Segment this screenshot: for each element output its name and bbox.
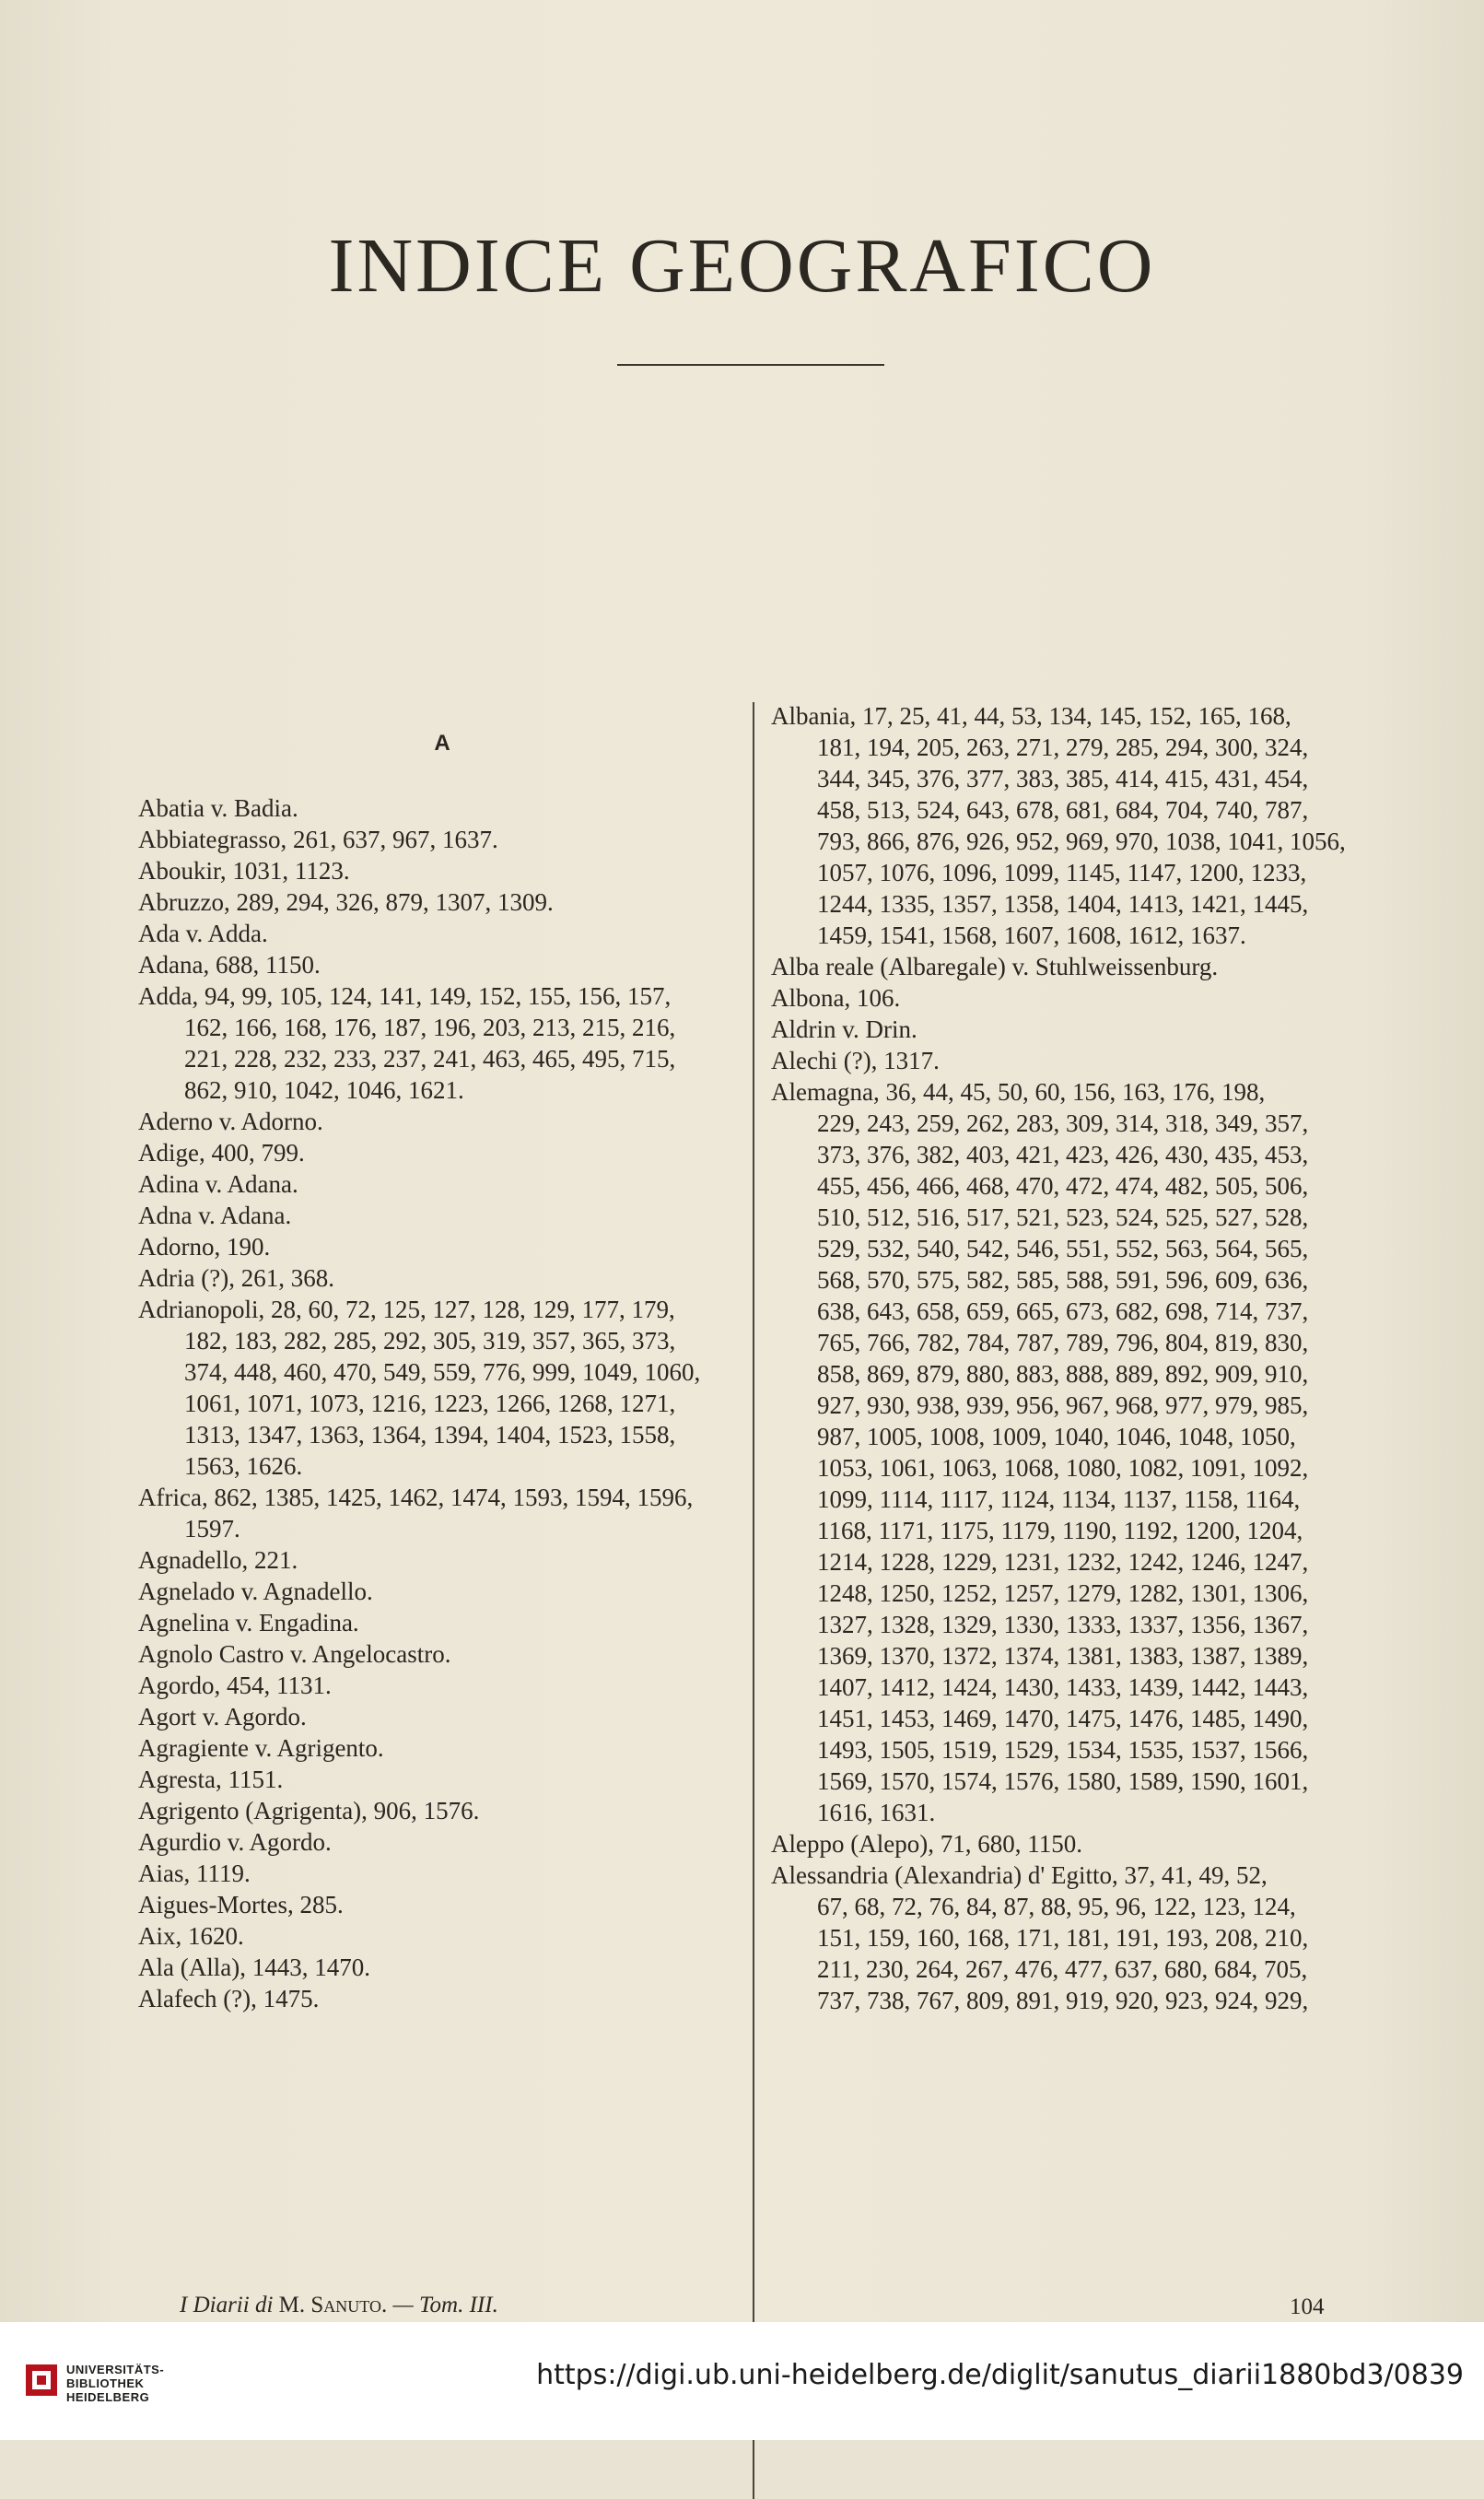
index-entry-line: Aderno v. Adorno. <box>138 1108 323 1135</box>
index-entry <box>138 1262 737 1294</box>
title-rule <box>617 364 884 366</box>
index-entry-line: 737, 738, 767, 809, 891, 919, 920, 923, 924, 929, <box>817 1987 1309 2014</box>
logo-line: BIBLIOTHEK <box>66 2376 145 2390</box>
footer-title-italic: I Diarii di <box>180 2293 274 2317</box>
index-entry-line: 1563, 1626. <box>184 1452 303 1480</box>
index-entry-line: 67, 68, 72, 76, 84, 87, 88, 95, 96, 122, 123, 124, <box>817 1893 1296 1920</box>
index-entry <box>138 1764 737 1795</box>
left-index-column <box>138 792 737 2014</box>
index-entry-line: Alba reale (Albaregale) v. Stuhlweissenburg. <box>771 953 1219 980</box>
university-library-icon <box>26 2364 57 2396</box>
index-entry-line: 987, 1005, 1008, 1009, 1040, 1046, 1048, 1050, <box>817 1423 1296 1450</box>
index-entry-line: 1053, 1061, 1063, 1068, 1080, 1082, 1091, 1092, <box>817 1454 1309 1482</box>
index-entry <box>138 1200 737 1231</box>
index-entry-line: 181, 194, 205, 263, 271, 279, 285, 294, 300, 324, <box>817 733 1309 761</box>
index-entry-line: Agragiente v. Agrigento. <box>138 1734 384 1762</box>
index-entry <box>138 918 737 949</box>
index-entry <box>138 1607 737 1638</box>
index-entry <box>771 700 1388 951</box>
section-letter: A <box>434 731 450 756</box>
index-entry-line: Albona, 106. <box>771 984 901 1012</box>
index-entry-line: 1061, 1071, 1073, 1216, 1223, 1266, 1268, 1271, <box>184 1390 676 1417</box>
index-entry-line: 510, 512, 516, 517, 521, 523, 524, 525, 527, 528, <box>817 1203 1309 1231</box>
index-entry-line: Africa, 862, 1385, 1425, 1462, 1474, 1593, 1594, 1596, <box>138 1484 694 1511</box>
index-entry-line: 1244, 1335, 1357, 1358, 1404, 1413, 1421, 1445, <box>817 890 1309 918</box>
index-entry <box>138 1732 737 1764</box>
index-entry-line: Agrigento (Agrigenta), 906, 1576. <box>138 1797 480 1824</box>
index-entry-line: Aldrin v. Drin. <box>771 1015 917 1043</box>
index-entry-line: 1057, 1076, 1096, 1099, 1145, 1147, 1200, 1233, <box>817 859 1307 886</box>
index-entry <box>138 1576 737 1607</box>
index-entry-line: 1493, 1505, 1519, 1529, 1534, 1535, 1537, 1566, <box>817 1736 1309 1764</box>
index-entry <box>771 951 1388 982</box>
index-entry <box>138 1889 737 1920</box>
index-entry-line: 1569, 1570, 1574, 1576, 1580, 1589, 1590, 1601, <box>817 1767 1309 1795</box>
index-entry <box>138 1106 737 1137</box>
index-entry-line: 927, 930, 938, 939, 956, 967, 968, 977, 979, 985, <box>817 1391 1309 1419</box>
index-entry <box>138 1920 737 1952</box>
index-entry-line: 1327, 1328, 1329, 1330, 1333, 1337, 1356, 1367, <box>817 1611 1309 1638</box>
index-entry <box>138 1795 737 1826</box>
index-entry-line: 858, 869, 879, 880, 883, 888, 889, 892, 909, 910, <box>817 1360 1309 1388</box>
index-entry-line: Adna v. Adana. <box>138 1202 292 1229</box>
index-entry <box>138 980 737 1106</box>
index-entry-line: 221, 228, 232, 233, 237, 241, 463, 465, 495, 715, <box>184 1045 676 1073</box>
index-entry <box>138 949 737 980</box>
index-entry-line: Alafech (?), 1475. <box>138 1985 320 2012</box>
index-entry-line: 638, 643, 658, 659, 665, 673, 682, 698, 714, 737, <box>817 1297 1309 1325</box>
index-entry <box>138 1294 737 1482</box>
index-entry-line: Agnolo Castro v. Angelocastro. <box>138 1640 451 1668</box>
index-entry-line: Agnadello, 221. <box>138 1546 298 1574</box>
index-entry <box>138 824 737 855</box>
index-entry <box>138 1826 737 1858</box>
index-entry-line: Alessandria (Alexandria) d' Egitto, 37, 41, 49, 52, <box>771 1861 1268 1889</box>
index-entry-line: Adige, 400, 799. <box>138 1139 305 1167</box>
index-entry <box>138 1638 737 1670</box>
index-entry-line: Agurdio v. Agordo. <box>138 1828 332 1856</box>
index-entry-line: Aigues-Mortes, 285. <box>138 1891 344 1918</box>
index-entry <box>138 1482 737 1544</box>
footer-volume-reference <box>180 2293 498 2318</box>
index-entry-line: 229, 243, 259, 262, 283, 309, 314, 318, 349, 357, <box>817 1109 1309 1137</box>
index-entry-line: Adorno, 190. <box>138 1233 271 1261</box>
index-entry-line: 1451, 1453, 1469, 1470, 1475, 1476, 1485, 1490, <box>817 1705 1309 1732</box>
footer-volume: — Tom. III. <box>392 2293 498 2317</box>
index-entry <box>138 1983 737 2014</box>
index-entry-line: 162, 166, 168, 176, 187, 196, 203, 213, 215, 216, <box>184 1014 676 1041</box>
index-entry-line: 765, 766, 782, 784, 787, 789, 796, 804, 819, 830, <box>817 1329 1309 1356</box>
page-title: INDICE GEOGRAFICO <box>328 223 1156 309</box>
index-entry-line: 373, 376, 382, 403, 421, 423, 426, 430, 435, 453, <box>817 1141 1309 1168</box>
index-entry <box>771 1014 1388 1045</box>
index-entry-line: 374, 448, 460, 470, 549, 559, 776, 999, 1049, 1060, <box>184 1358 701 1386</box>
index-entry <box>771 1860 1388 2016</box>
index-entry-line: Agort v. Agordo. <box>138 1703 307 1731</box>
index-entry-line: 1369, 1370, 1372, 1374, 1381, 1383, 1387, 1389, <box>817 1642 1309 1670</box>
index-entry-line: 1313, 1347, 1363, 1364, 1394, 1404, 1523, 1558, <box>184 1421 676 1449</box>
index-entry-line: 455, 456, 466, 468, 470, 472, 474, 482, 505, 506, <box>817 1172 1309 1200</box>
index-entry-line: 1597. <box>184 1515 240 1543</box>
permalink-url[interactable]: https://digi.ub.uni-heidelberg.de/diglit/sanutus_diarii1880bd3/0839 <box>536 2359 1464 2391</box>
index-entry-line: 568, 570, 575, 582, 585, 588, 591, 596, 609, 636, <box>817 1266 1309 1294</box>
index-entry-line: Abbiategrasso, 261, 637, 967, 1637. <box>138 826 498 853</box>
index-entry-line: Abruzzo, 289, 294, 326, 879, 1307, 1309. <box>138 888 554 916</box>
index-entry-line: 1099, 1114, 1117, 1124, 1134, 1137, 1158, 1164, <box>817 1485 1301 1513</box>
logo-line: HEIDELBERG <box>66 2390 150 2404</box>
index-entry-line: Aleppo (Alepo), 71, 680, 1150. <box>771 1830 1082 1858</box>
index-entry-line: 182, 183, 282, 285, 292, 305, 319, 357, 365, 373, <box>184 1327 676 1355</box>
index-entry <box>138 792 737 824</box>
index-entry <box>138 1858 737 1889</box>
index-entry-line: 344, 345, 376, 377, 383, 385, 414, 415, 431, 454, <box>817 765 1309 792</box>
index-entry <box>138 1952 737 1983</box>
index-entry <box>138 1670 737 1701</box>
index-entry-line: Ada v. Adda. <box>138 920 268 947</box>
index-entry-line: 793, 866, 876, 926, 952, 969, 970, 1038, 1041, 1056, <box>817 827 1346 855</box>
index-entry-line: Adana, 688, 1150. <box>138 951 321 979</box>
index-entry-line: Agnelina v. Engadina. <box>138 1609 359 1637</box>
logo-line: UNIVERSITÄTS- <box>66 2363 165 2376</box>
index-entry-line: 211, 230, 264, 267, 476, 477, 637, 680, 684, 705, <box>817 1955 1308 1983</box>
index-entry <box>771 982 1388 1014</box>
footer-author: M. Sanuto. <box>278 2293 388 2317</box>
index-entry-line: 1616, 1631. <box>817 1799 936 1826</box>
viewer-bottom-bar <box>0 2322 1484 2440</box>
index-entry <box>138 886 737 918</box>
index-entry-line: Aboukir, 1031, 1123. <box>138 857 350 885</box>
index-entry <box>771 1045 1388 1076</box>
index-entry-line: Adina v. Adana. <box>138 1170 298 1198</box>
index-entry-line: Adria (?), 261, 368. <box>138 1264 334 1292</box>
index-entry <box>138 1168 737 1200</box>
index-entry <box>138 1137 737 1168</box>
index-entry-line: Agresta, 1151. <box>138 1766 284 1793</box>
index-entry-line: Alechi (?), 1317. <box>771 1047 940 1074</box>
index-entry <box>771 1828 1388 1860</box>
index-entry-line: Alemagna, 36, 44, 45, 50, 60, 156, 163, 176, 198, <box>771 1078 1266 1106</box>
index-entry-line: 1214, 1228, 1229, 1231, 1232, 1242, 1246, 1247, <box>817 1548 1309 1576</box>
signature-number: 104 <box>1290 2294 1325 2319</box>
index-entry-line: Aias, 1119. <box>138 1860 251 1887</box>
index-entry-line: 1407, 1412, 1424, 1430, 1433, 1439, 1442, 1443, <box>817 1673 1309 1701</box>
index-entry-line: Agnelado v. Agnadello. <box>138 1578 373 1605</box>
index-entry-line: 458, 513, 524, 643, 678, 681, 684, 704, 740, 787, <box>817 796 1309 824</box>
index-entry-line: Albania, 17, 25, 41, 44, 53, 134, 145, 152, 165, 168, <box>771 702 1291 730</box>
index-entry <box>771 1076 1388 1828</box>
index-entry-line: 1459, 1541, 1568, 1607, 1608, 1612, 1637. <box>817 921 1246 949</box>
right-index-column <box>771 700 1388 2016</box>
index-entry-line: 151, 159, 160, 168, 171, 181, 191, 193, 208, 210, <box>817 1924 1309 1952</box>
index-entry-line: Aix, 1620. <box>138 1922 244 1950</box>
index-entry-line: Ala (Alla), 1443, 1470. <box>138 1953 370 1981</box>
index-entry-line: 1248, 1250, 1252, 1257, 1279, 1282, 1301, 1306, <box>817 1579 1309 1607</box>
index-entry-line: 1168, 1171, 1175, 1179, 1190, 1192, 1200, 1204, <box>817 1517 1303 1544</box>
library-logo[interactable] <box>26 2348 192 2414</box>
index-entry <box>138 1701 737 1732</box>
index-entry <box>138 1231 737 1262</box>
index-entry-line: 529, 532, 540, 542, 546, 551, 552, 563, 564, 565, <box>817 1235 1309 1262</box>
index-entry-line: Adda, 94, 99, 105, 124, 141, 149, 152, 155, 156, 157, <box>138 982 672 1010</box>
index-entry-line: Adrianopoli, 28, 60, 72, 125, 127, 128, 129, 177, 179, <box>138 1296 675 1323</box>
index-entry-line: Abatia v. Badia. <box>138 794 298 822</box>
column-divider <box>753 702 754 2499</box>
library-logo-text <box>66 2363 164 2404</box>
index-entry <box>138 855 737 886</box>
index-entry <box>138 1544 737 1576</box>
index-entry-line: 862, 910, 1042, 1046, 1621. <box>184 1076 464 1104</box>
index-entry-line: Agordo, 454, 1131. <box>138 1672 332 1699</box>
